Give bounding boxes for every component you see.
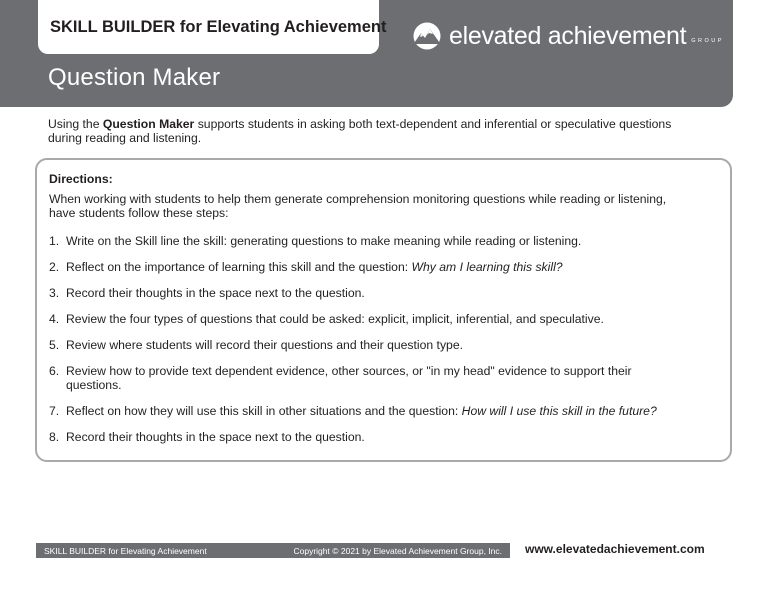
- intro-paragraph: [48, 118, 688, 145]
- step-number: 4.: [49, 312, 60, 326]
- step-number: 6.: [49, 364, 60, 378]
- directions-box: [35, 158, 732, 462]
- step-number: 2.: [49, 260, 60, 274]
- step-number: 8.: [49, 430, 60, 444]
- step-item: [49, 431, 709, 445]
- step-item: [49, 287, 709, 301]
- page-title: Question Maker: [48, 64, 221, 91]
- step-text: Reflect on the importance of learning this skill and the question: Why am I learning this skill?: [66, 260, 563, 274]
- step-text: Record their thoughts in the space next to the question.: [66, 430, 365, 444]
- step-item: [49, 235, 709, 249]
- skill-builder-tab: SKILL BUILDER for Elevating Achievement: [36, 0, 381, 56]
- step-number: 5.: [49, 338, 60, 352]
- footer-copyright: Copyright © 2021 by Elevated Achievement Group, Inc.: [293, 545, 502, 556]
- footer-bar: [36, 543, 510, 558]
- step-number: 1.: [49, 234, 60, 248]
- step-text: Record their thoughts in the space next to the question.: [66, 286, 365, 300]
- step-item: [49, 261, 709, 275]
- step-text: Review the four types of questions that could be asked: explicit, implicit, inferential, and speculative.: [66, 312, 604, 326]
- step-item: [49, 339, 709, 353]
- logo-subtext: GROUP: [691, 38, 724, 44]
- logo-text: elevated achievement: [449, 21, 687, 50]
- step-item: [49, 405, 709, 419]
- intro-bold: Question Maker: [102, 117, 195, 131]
- step-number: 7.: [49, 404, 60, 418]
- footer-url: www.elevatedachievement.com: [525, 542, 705, 556]
- step-text: Reflect on how they will use this skill in other situations and the question: How will I use this skill in the future?: [66, 404, 657, 418]
- step-item: [49, 365, 649, 392]
- header-banner: [0, 0, 733, 107]
- step-text: Write on the Skill line the skill: generating questions to make meaning while reading or listening.: [66, 234, 582, 248]
- mountain-icon: [409, 22, 445, 50]
- logo: [409, 19, 724, 53]
- step-item: [49, 313, 709, 327]
- step-text: Review where students will record their questions and their question type.: [66, 338, 463, 352]
- step-text: Review how to provide text dependent evidence, other sources, or "in my head" evidence to support their questions.: [66, 364, 632, 392]
- intro-text-2: supports students in asking both text-dependent and inferential or speculative questions during reading and listening.: [48, 117, 672, 145]
- directions-text: When working with students to help them generate comprehension monitoring questions while reading or listening, have students follow these steps:: [49, 192, 667, 220]
- directions-title: Directions:: [49, 172, 113, 186]
- footer-left-text: SKILL BUILDER for Elevating Achievement: [44, 545, 207, 556]
- step-number: 3.: [49, 286, 60, 300]
- intro-text-1: Using the: [48, 117, 103, 131]
